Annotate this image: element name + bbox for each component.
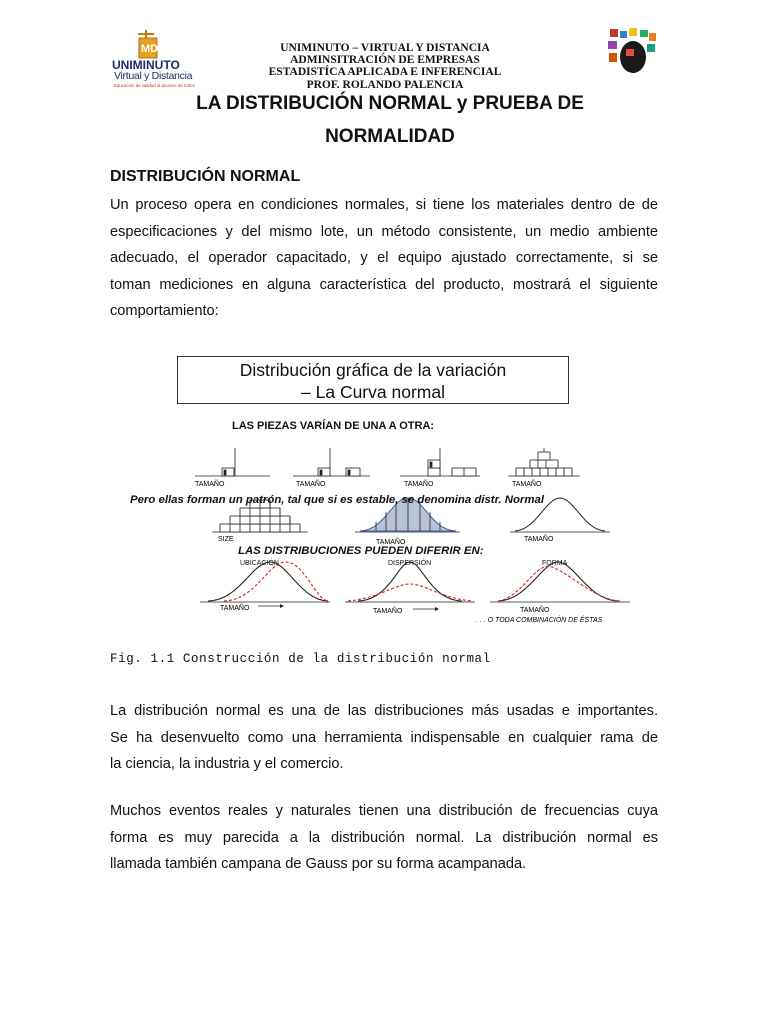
arrow-right-icon [280, 604, 284, 608]
page-title-line2: NORMALIDAD [325, 126, 455, 147]
axis-label-tamano: TAMAÑO [373, 608, 403, 615]
axis-label-tamano: TAMAÑO [512, 481, 542, 488]
logo-subname: Virtual y Distancia [114, 70, 193, 82]
axis-label-tamano: TAMAÑO [404, 481, 434, 488]
figure-caption: Fig. 1.1 Construcción de la distribución normal [110, 652, 491, 666]
axis-label-tamano: TAMAÑO [376, 539, 406, 546]
header-illustration [606, 27, 658, 75]
paragraph-line: Muchos eventos reales y naturales tienen una distribución de frecuencias cuya [110, 803, 658, 819]
paragraph-intro [110, 192, 658, 325]
comparison-row [200, 562, 630, 602]
axis-label-tamano: TAMAÑO [520, 607, 550, 614]
paragraph-line: toman mediciones en alguna característica del producto, mostrará el siguiente [110, 276, 658, 293]
figure-drawing [180, 412, 650, 632]
differ-title: LAS DISTRIBUCIONES PUEDEN DIFERIR EN: [238, 545, 484, 557]
paragraph-line: especificaciones y del mismo lote, un método consistente, un medio ambiente [110, 223, 658, 240]
paragraph-line: forma es muy parecida a la distribución normal. La distribución normal es [110, 829, 658, 846]
pieces-title: LAS PIEZAS VARÍAN DE UNA A OTRA: [232, 420, 435, 432]
paragraph-line: comportamiento: [110, 303, 219, 319]
header-line-institution: UNIMINUTO – VIRTUAL Y DISTANCIA [280, 42, 490, 54]
document-header [230, 42, 540, 91]
paragraph-line: la ciencia, la industria y el comercio. [110, 756, 344, 772]
paragraph-line: La distribución normal es una de las distribuciones más usadas e importantes. [110, 703, 658, 719]
arrow-right-icon [435, 607, 439, 611]
axis-label-tamano: TAMAÑO [220, 605, 250, 612]
paragraph-line: Se ha desenvuelto como una herramienta indispensable en cualquier rama de [110, 729, 658, 746]
figure-title-line2: – La Curva normal [301, 382, 445, 402]
section-heading: DISTRIBUCIÓN NORMAL [110, 168, 301, 185]
paragraph-line: llamada también campana de Gauss por su forma acampanada. [110, 856, 527, 872]
label-ubicacion: UBICACIÓN [240, 560, 279, 567]
normal-curve-figure [130, 412, 650, 632]
figure-title-line1: Distribución gráfica de la variación [239, 360, 507, 380]
paragraph-gauss [110, 798, 658, 878]
axis-label-size: SIZE [218, 536, 234, 543]
page-title-line1: LA DISTRIBUCIÓN NORMAL y PRUEBA DE [196, 93, 584, 114]
logo-tagline: Educación de calidad al alcance de todos [114, 83, 195, 88]
paragraph-line: Un proceso opera en condiciones normales, si tiene los materiales dentro de de [110, 197, 658, 213]
svg-text:MD: MD [141, 43, 159, 55]
figure-title-box [177, 356, 569, 404]
combination-note: . . . O TODA COMBINACIÓN DE ÉSTAS [476, 617, 603, 624]
header-line-course: ESTADISTÍCA APLICADA E INFERENCIAL [268, 66, 502, 79]
pieces-row [195, 448, 580, 476]
paragraph-line: adecuado, el operador capacitado, y el equipo ajustado correctamente, si se [110, 250, 658, 266]
axis-label-tamano: TAMAÑO [195, 481, 225, 488]
header-line-professor: PROF. ROLANDO PALENCIA [306, 78, 464, 91]
axis-label-tamano: TAMAÑO [524, 536, 554, 543]
pattern-caption: Pero ellas forman un patrón, tal que si es estable, se denomina distr. Normal [130, 494, 544, 506]
label-dispersion: DISPERSIÓN [388, 560, 432, 567]
paragraph-importance [110, 698, 658, 778]
head-collage-icon [606, 27, 658, 75]
header-line-program: ADMINSITRACIÓN DE EMPRESAS [290, 54, 480, 67]
logo-name: UNIMINUTO [112, 58, 180, 72]
uniminuto-logo [112, 30, 212, 96]
axis-label-tamano: TAMAÑO [296, 481, 326, 488]
label-forma: FORMA [542, 560, 568, 567]
